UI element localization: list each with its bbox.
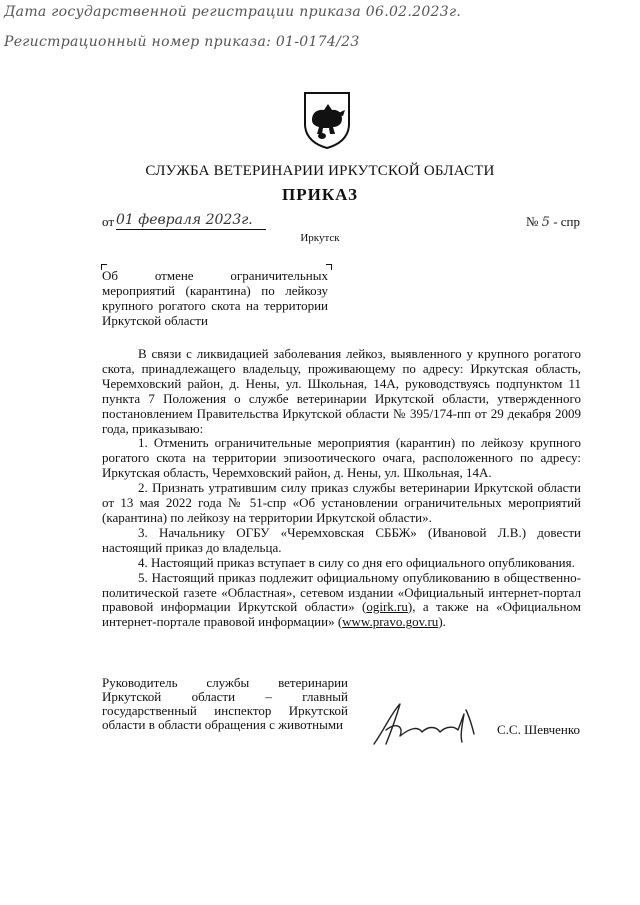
subject-text: Об отмене ограничительных мероприятий (карантина) по лейкозу крупного рогатого скота на территории Иркутской области [102, 268, 328, 328]
order-number [526, 214, 580, 230]
order-item-3: 3. Начальнику ОГБУ «Черемховская СББЖ» (Ивановой Л.В.) довести настоящий приказ до владельца. [102, 524, 581, 555]
pravo-link[interactable]: www.pravo.gov.ru [342, 614, 439, 630]
intro-paragraph: В связи с ликвидацией заболевания лейкоз, выявленного у крупного рогатого скота, принадлежащего владельцу, проживающему по адресу: Иркутская область, Черемховский район, д. Нены, ул. Школьная, 14А, руководствуясь подпунктом 11 пункта 7 Положения о службе ветеринарии Иркутской области, утвержденного постановлением Правительства Иркутской области № 395/174-пп от 29 декабря 2009 года, приказываю: [102, 346, 581, 436]
signatory-position: Руководитель службы ветеринарии Иркутской области – главный государственный инспектор Иркутской области в области обращения с животными [102, 675, 348, 732]
number-prefix: № [526, 214, 539, 229]
number-suffix: - спр [549, 214, 580, 229]
city: Иркутск [300, 232, 340, 244]
organization-title: СЛУЖБА ВЕТЕРИНАРИИ ИРКУТСКОЙ ОБЛАСТИ [145, 163, 495, 179]
handwritten-signature-icon [370, 700, 480, 748]
signer-name: С.С. Шевченко [497, 722, 581, 737]
date-number-row [102, 210, 580, 232]
order-body [102, 347, 581, 630]
date-prefix: от [102, 214, 115, 229]
order-item-5 [102, 571, 581, 631]
irkutsk-coat-of-arms-icon [302, 90, 352, 150]
item-5-text-a: 5. Настоящий приказ подлежит официальному опубликованию в общественно-политической газете «Областная», сетевом издании «Официальный интернет-портал правовой информации Иркутской области» ( [102, 569, 581, 615]
ogirk-link[interactable]: ogirk.ru [366, 599, 408, 615]
order-item-4: 4. Настоящий приказ вступает в силу со дня его официального опубликования. [138, 554, 575, 570]
item-5-text-b: ), а также на «Официальном интернет-портале правовой информации» ( [102, 599, 581, 630]
item-5-text-c: ). [438, 614, 446, 630]
handwritten-registration-number: Регистрационный номер приказа: 01-0174/23 [4, 34, 360, 50]
order-item-1: 1. Отменить ограничительные мероприятия (карантин) по лейкозу крупного рогатого скота на территории эпизоотического очага, расположенного по адресу: Иркутская область, Черемховский район, д. Нены, ул. Школьная, 14А. [102, 435, 581, 481]
document-type: ПРИКАЗ [282, 185, 358, 204]
handwritten-date: 01 февраля 2023г. [116, 211, 266, 230]
handwritten-registration-date: Дата государственной регистрации приказа 06.02.2023г. [4, 4, 462, 20]
order-item-2: 2. Признать утратившим силу приказ службы ветеринарии Иркутской области от 13 мая 2022 года № 51-спр «Об установлении ограничительных мероприятий (карантина) по лейкозу на территории Иркутской области». [102, 480, 581, 525]
handwritten-number: 5 [541, 215, 550, 230]
